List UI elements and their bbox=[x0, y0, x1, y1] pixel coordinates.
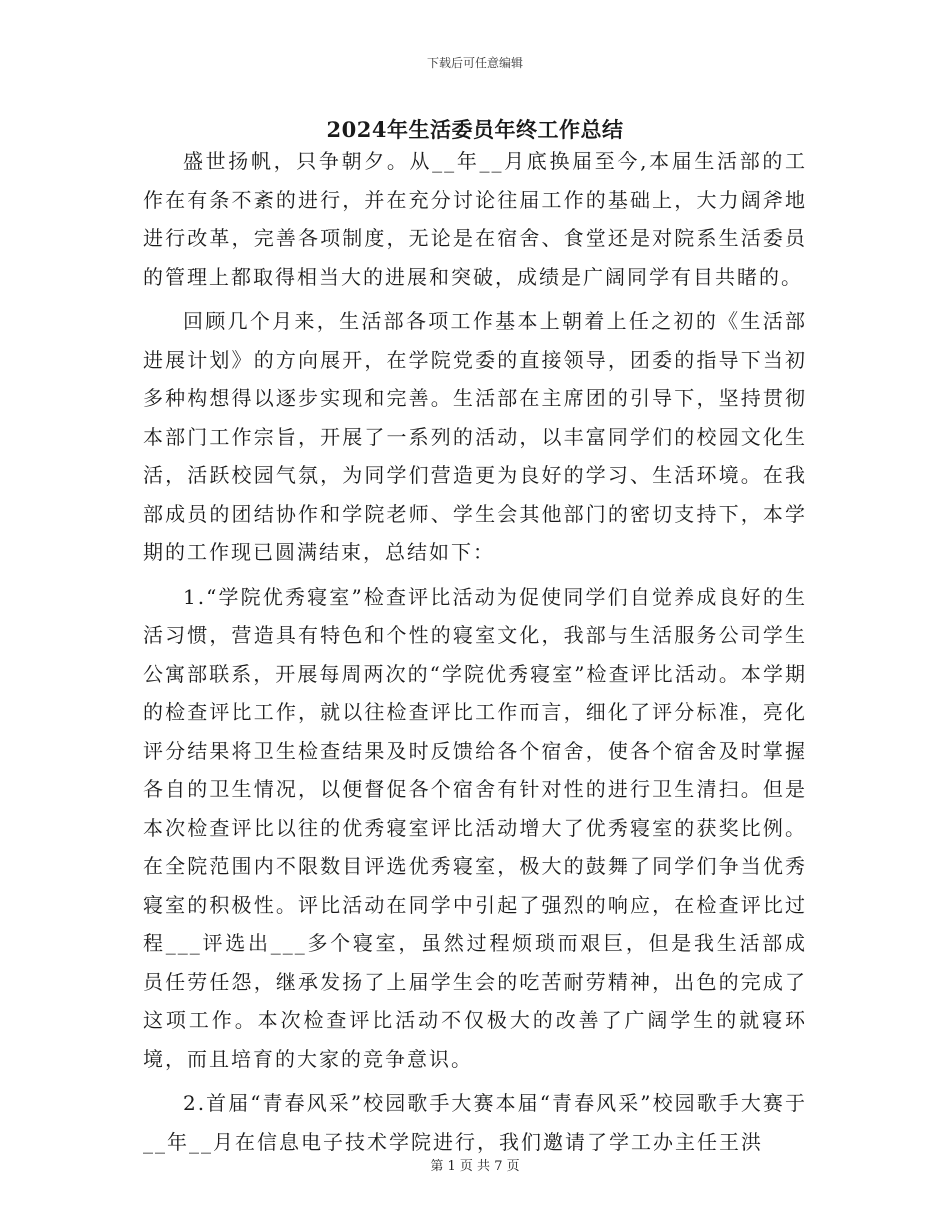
document-title: 2024年生活委员年终工作总结 bbox=[326, 117, 624, 142]
document-body bbox=[143, 142, 807, 1167]
paragraph-dorm-evaluation: 1.“学院优秀寝室”检查评比活动为促使同学们自觉养成良好的生活习惯，营造具有特色和个性的寝室文化，我部与生活服务公司学生公寓部联系，开展每周两次的“学院优秀寝室”检查评比活动。本学期的检查评比工作，就以往检查评比工作而言，细化了评分标准，亮化评分结果将卫生检查结果及时反馈给各个宿舍，使各个宿舍及时掌握各自的卫生情况，以便督促各个宿舍有针对性的进行卫生清扫。但是本次检查评比以往的优秀寝室评比活动增大了优秀寝室的获奖比例。在全院范围内不限数目评选优秀寝室，极大的鼓舞了同学们争当优秀寝室的积极性。评比活动在同学中引起了强烈的响应，在检查评比过程___评选出___多个寝室，虽然过程烦琐而艰巨，但是我生活部成员任劳任怨，继承发扬了上届学生会的吃苦耐劳精神，出色的完成了这项工作。本次检查评比活动不仅极大的改善了广阔学生的就寝环境，而且培育的大家的竞争意识。 bbox=[143, 584, 807, 1071]
page-number-footer: 第 1 页 共 7 页 bbox=[430, 1159, 520, 1174]
paragraph-review: 回顾几个月来，生活部各项工作基本上朝着上任之初的《生活部进展计划》的方向展开，在学院党委的直接领导，团委的指导下当初多种构想得以逐步实现和完善。生活部在主席团的引导下，坚持贯彻本部门工作宗旨，开展了一系列的活动，以丰富同学们的校园文化生活，活跃校园气氛，为同学们营造更为良好的学习、生活环境。在我部成员的团结协作和学院老师、学生会其他部门的密切支持下，本学期的工作现已圆满结束，总结如下： bbox=[143, 309, 807, 564]
paragraph-singer-contest: 2.首届“青春风采”校园歌手大赛本届“青春风采”校园歌手大赛于__年__月在信息电子技术学院进行，我们邀请了学工办主任王洪 bbox=[143, 1091, 807, 1154]
paragraph-intro: 盛世扬帆，只争朝夕。从__年__月底换届至今,本届生活部的工作在有条不紊的进行，并在充分讨论往届工作的基础上，大力阔斧地进行改革，完善各项制度，无论是在宿舍、食堂还是对院系生活委员的管理上都取得相当大的进展和突破，成绩是广阔同学有目共睹的。 bbox=[143, 149, 807, 289]
page-header-note: 下载后可任意编辑 bbox=[426, 56, 523, 70]
